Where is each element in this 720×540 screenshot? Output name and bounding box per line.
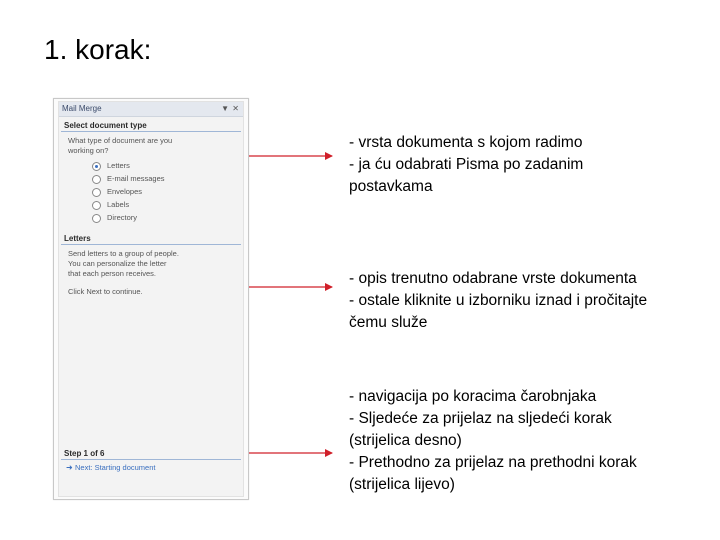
pane-title: Mail Merge <box>62 104 102 113</box>
description-line: Send letters to a group of people. <box>68 249 179 258</box>
annotation-line: - navigacija po koracima čarobnjaka <box>349 388 597 405</box>
option-label: Letters <box>107 161 130 170</box>
option-label: Labels <box>107 200 130 209</box>
annotation-line: - vrsta dokumenta s kojom radimo <box>349 134 583 151</box>
question-line: What type of document are you <box>68 136 173 145</box>
annotation-line: - Sljedeće za prijelaz na sljedeći korak <box>349 410 612 427</box>
description-line: You can personalize the letter <box>68 259 167 268</box>
annotation-line: - opis trenutno odabrane vrste dokumenta <box>349 270 637 287</box>
continue-hint: Click Next to continue. <box>68 287 143 296</box>
arrow-right-icon: ➜ <box>66 463 73 472</box>
annotation-line: - Prethodno za prijelaz na prethodni korak <box>349 454 637 471</box>
annotation-line: - ostale kliknite u izborniku iznad i pročitajte <box>349 292 648 309</box>
option-label: Directory <box>107 213 138 222</box>
annotation-line: (strijelica desno) <box>349 432 462 449</box>
option-label: E-mail messages <box>107 174 165 183</box>
pane-options-dropdown-icon[interactable]: ▼ <box>221 104 229 113</box>
annotation-line: postavkama <box>349 178 433 195</box>
section-select-document-type-title: Select document type <box>61 117 241 132</box>
annotation-description <box>349 268 709 334</box>
annotation-line: (strijelica lijevo) <box>349 476 455 493</box>
description-line: that each person receives. <box>68 269 156 278</box>
slide-title: 1. korak: <box>44 34 152 65</box>
annotation-navigation <box>349 386 709 496</box>
section-letters-title: Letters <box>61 230 241 245</box>
annotation-document-type <box>349 132 709 198</box>
pane-close-icon[interactable]: ✕ <box>232 104 239 113</box>
next-link-label: Next: Starting document <box>75 463 156 472</box>
annotation-line: - ja ću odabrati Pisma po zadanim <box>349 156 584 173</box>
annotation-line: čemu služe <box>349 314 428 331</box>
option-label: Envelopes <box>107 187 143 196</box>
step-title: Step 1 of 6 <box>61 445 241 460</box>
question-line: working on? <box>68 146 109 155</box>
